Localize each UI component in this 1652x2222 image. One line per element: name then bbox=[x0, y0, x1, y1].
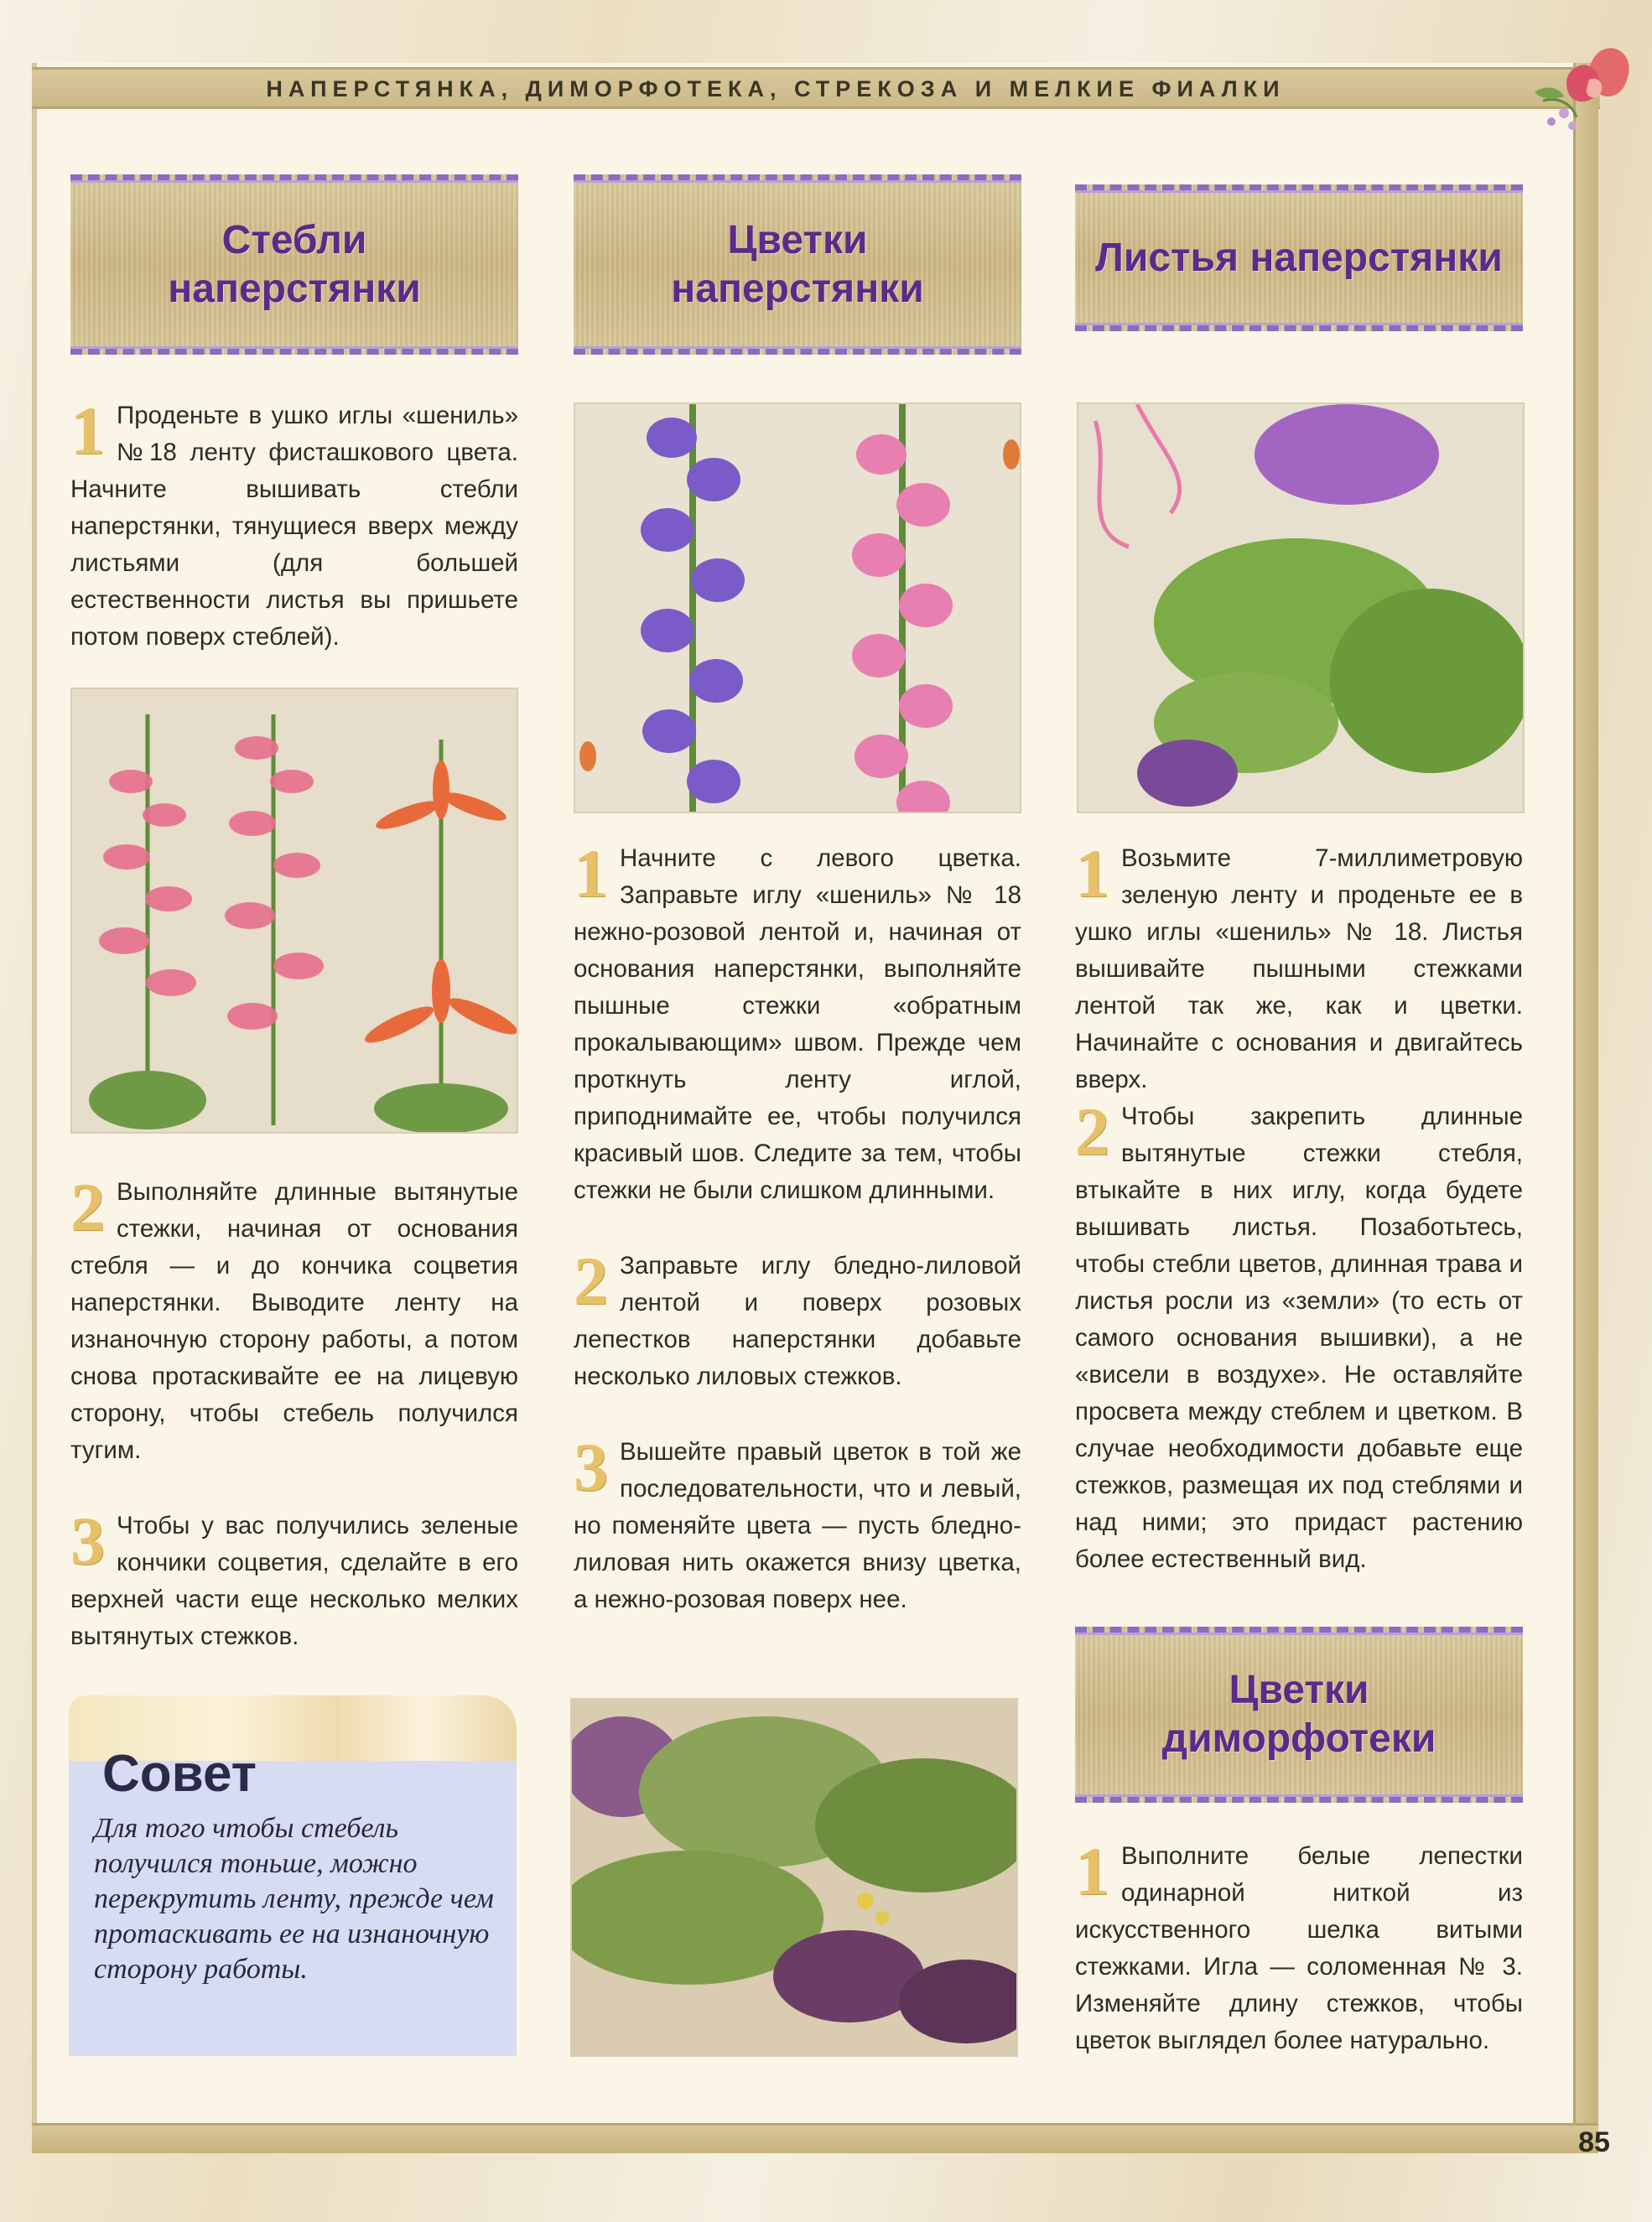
step-text: Проденьте в ушко иглы «шениль» №18 ленту фисташкового цвета. Начните вышивать стебли наперстянки, тянущиеся вверх между листьями (для большей естественности листья вы пришьете потом поверх стеблей). bbox=[70, 402, 518, 651]
step-text: Возьмите 7-миллиметровую зеленую ленту и проденьте ее в ушко иглы «шениль» № 18. Листья вышивайте пышными стежками лентой так же, как и цветки. Начинайте с основания и двигайтесь вверх. bbox=[1075, 844, 1523, 1093]
col3-dimorphotheca-step-1 bbox=[1075, 1833, 1523, 2059]
step-number: 2 bbox=[70, 1169, 105, 1245]
step-text: Вышейте правый цветок в той же последовательности, что и левый, но поменяйте цвета — пусть бледно-лиловая нить окажется внизу цветка, а нежно-розовая поверх нее. bbox=[574, 1438, 1021, 1613]
photo-ribbon-leaves-closeup bbox=[570, 1698, 1018, 2057]
step-text: Чтобы у вас получились зеленые кончики соцветия, сделайте в его верхней части еще несколько мелких вытянутых стежков. bbox=[70, 1512, 518, 1650]
col2-step-2 bbox=[574, 1243, 1021, 1395]
step-number: 1 bbox=[574, 835, 608, 911]
col2-step-3 bbox=[574, 1429, 1021, 1618]
col2-step-1 bbox=[574, 835, 1021, 1209]
right-border-band bbox=[1573, 63, 1598, 2151]
col1-step-1 bbox=[70, 392, 518, 656]
step-number: 1 bbox=[1075, 1833, 1109, 1909]
step-number: 2 bbox=[1075, 1093, 1109, 1170]
heading-flowers-line2: наперстянки bbox=[671, 266, 924, 311]
step-number: 1 bbox=[1075, 835, 1109, 911]
step-number: 2 bbox=[574, 1243, 608, 1319]
page-number: 85 bbox=[1578, 2126, 1610, 2158]
heading-flowers-line1: Цветки bbox=[727, 217, 868, 262]
step-number: 3 bbox=[70, 1503, 105, 1579]
page-header-title: НАПЕРСТЯНКА, ДИМОРФОТЕКА, СТРЕКОЗА И МЕЛКИЕ ФИАЛКИ bbox=[266, 76, 1286, 101]
step-text: Начните с левого цветка. Заправьте иглу «шениль» № 18 нежно-розовой лентой и, начиная от основания наперстянки, выполняйте пышные стежки «обратным прокалывающим» швом. Прежде чем проткнуть ленту иглой, приподнимайте ее, чтобы получился красивый шов. Следите за тем, чтобы стежки не были слишком длинными. bbox=[574, 844, 1021, 1204]
heading-stems-line1: Стебли bbox=[221, 217, 367, 262]
col1-step-2 bbox=[70, 1169, 518, 1469]
heading-ribbon-stems bbox=[70, 174, 518, 355]
tip-text: Для того чтобы стебель получился тоньше, можно перекрутить ленту, прежде чем протаскивать ее на изнаночную сторону работы. bbox=[94, 1813, 494, 1985]
tip-title: Совет bbox=[102, 1745, 257, 1803]
step-text: Выполняйте длинные вытянутые стежки, начиная от основания стебля — и до кончика соцветия наперстянки. Выводите ленту на изнаночную сторону работы, а потом снова протаскивайте ее на лицевую сторону, чтобы стебель получился тугим. bbox=[70, 1178, 518, 1464]
photo-foxglove-leaves bbox=[1077, 402, 1525, 813]
heading-ribbon-dimorphotheca bbox=[1075, 1627, 1523, 1803]
photo-foxglove-flowers bbox=[574, 402, 1021, 813]
photo-stems-embroidery bbox=[70, 688, 518, 1134]
corner-flower-illustration bbox=[1526, 34, 1644, 151]
step-number: 3 bbox=[574, 1429, 608, 1505]
step-text: Чтобы закрепить длинные вытянутые стежки стебля, втыкайте в них иглу, когда будете вышивать листья. Позаботьтесь, чтобы стебли цветов, длинная трава и листья росли из «земли» (то есть от самого основания вышивки), а не «висели в воздухе». Не оставляйте просвета между стеблем и цветком. В случае необходимости добавьте еще стежков, размещая их под стеблями и над ними; это придаст растению более естественный вид. bbox=[1075, 1103, 1523, 1573]
heading-dimorphotheca-line1: Цветки bbox=[1229, 1668, 1369, 1712]
heading-leaves: Листья наперстянки bbox=[1095, 235, 1503, 280]
step-text: Выполните белые лепестки одинарной ниткой из искусственного шелка витыми стежками. Игла — соломенная № 3. Изменяйте длину стежков, чтобы цветок выглядел более натурально. bbox=[1075, 1842, 1523, 2054]
heading-ribbon-flowers bbox=[574, 174, 1021, 355]
heading-dimorphotheca-line2: диморфотеки bbox=[1161, 1716, 1436, 1761]
col1-step-3 bbox=[70, 1503, 518, 1655]
heading-ribbon-leaves bbox=[1075, 184, 1523, 331]
step-number: 1 bbox=[70, 392, 105, 469]
col3-step-1 bbox=[1075, 835, 1523, 1098]
heading-stems-line2: наперстянки bbox=[168, 266, 421, 311]
bottom-border-band bbox=[32, 2123, 1598, 2153]
col3-step-2 bbox=[1075, 1093, 1523, 1578]
step-text: Заправьте иглу бледно-лиловой лентой и поверх розовых лепестков наперстянки добавьте несколько лиловых стежков. bbox=[574, 1252, 1021, 1390]
